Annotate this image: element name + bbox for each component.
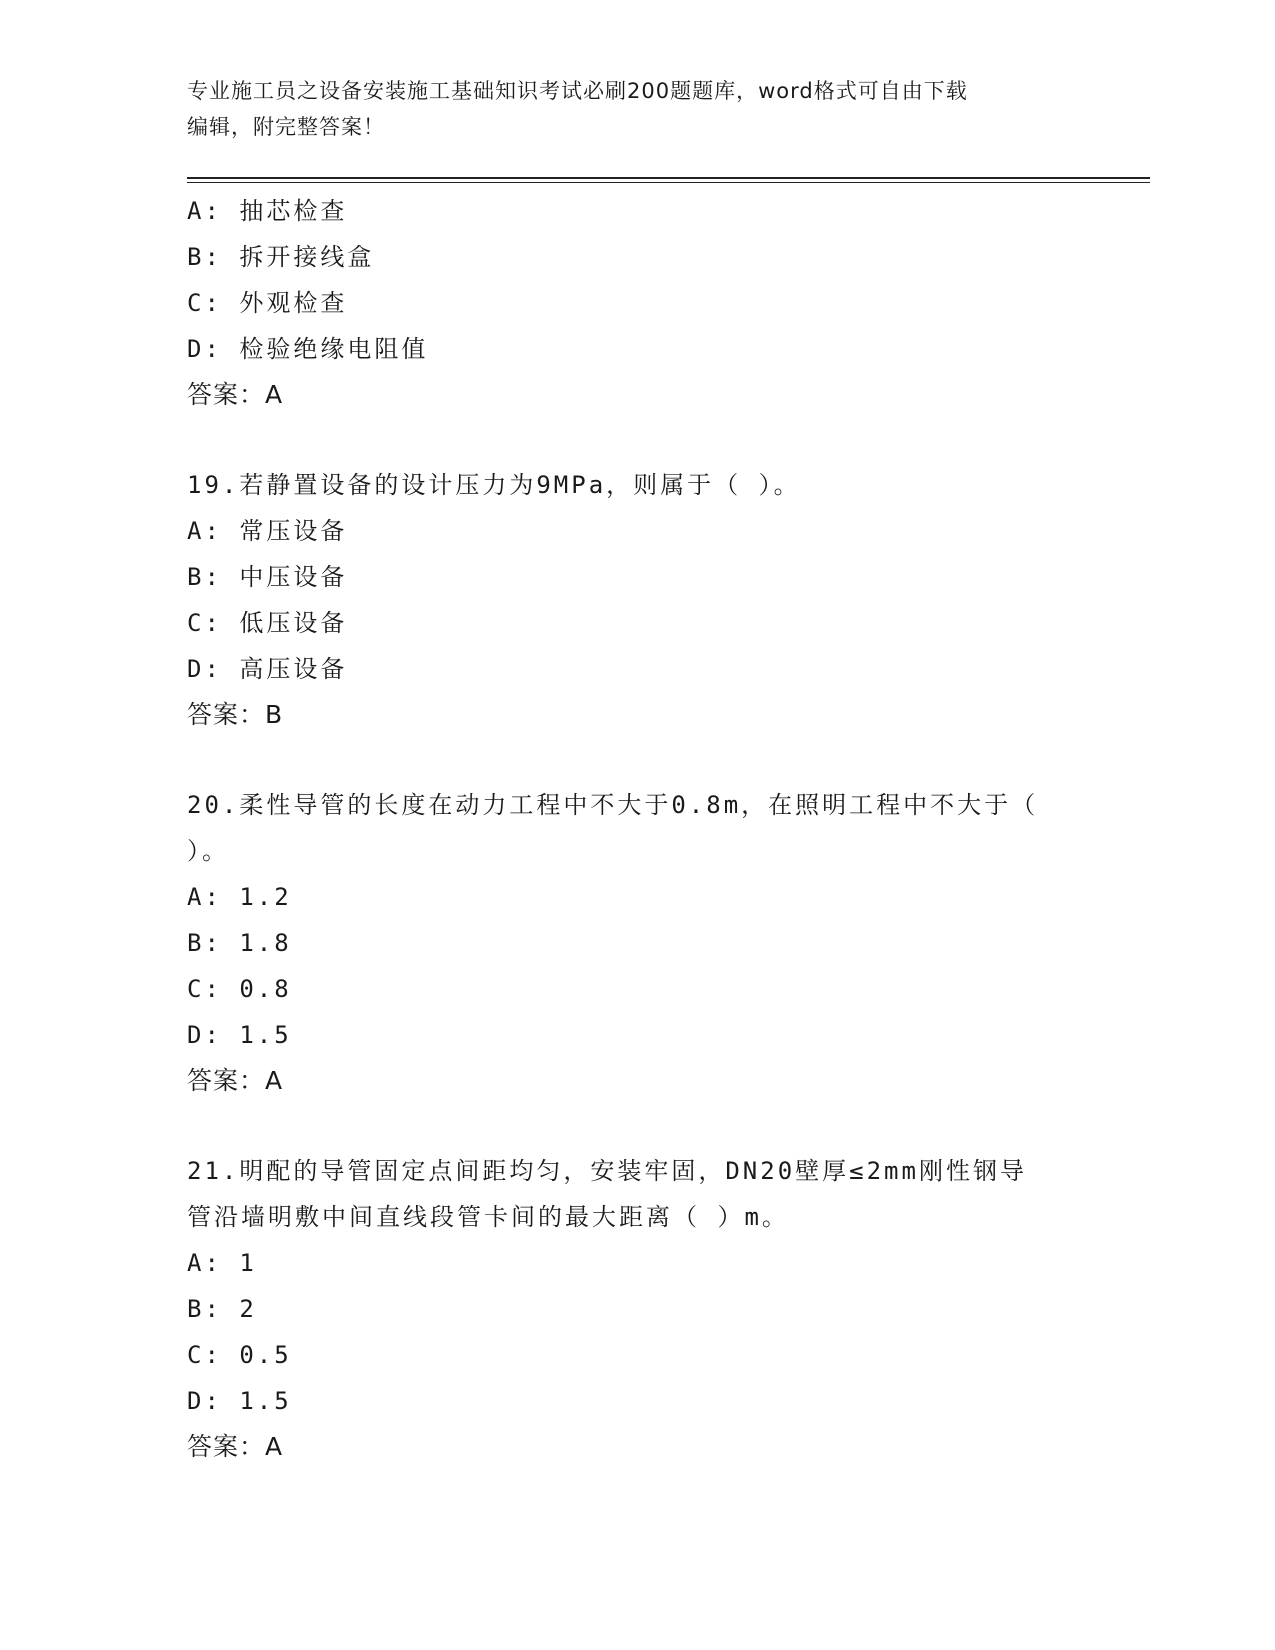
question-block-19 <box>187 462 1087 738</box>
option-c: C: 0.5 <box>187 1341 292 1369</box>
option-b: B: 2 <box>187 1295 257 1323</box>
option-b: B: 1.8 <box>187 929 292 957</box>
stem-line: ）。 <box>187 837 229 865</box>
answer-line: 答案：A <box>187 380 284 409</box>
question-block-20 <box>187 782 1087 1104</box>
question-stem <box>187 782 1087 874</box>
option-b: B: 拆开接线盒 <box>187 243 375 271</box>
question-list <box>187 188 1087 1470</box>
answer-line: 答案：B <box>187 700 284 729</box>
stem-line: 21.明配的导管固定点间距均匀，安装牢固，DN20壁厚≤2mm刚性钢导 <box>187 1157 1027 1185</box>
option-c: C: 低压设备 <box>187 609 348 637</box>
question-stem <box>187 462 1087 508</box>
option-a: A: 抽芯检查 <box>187 197 348 225</box>
stem-line: 19.若静置设备的设计压力为9MPa，则属于（ ）。 <box>187 471 801 499</box>
option-a: A: 常压设备 <box>187 517 348 545</box>
question-stem <box>187 1148 1087 1240</box>
option-b: B: 中压设备 <box>187 563 348 591</box>
header-line-2: 编辑，附完整答案！ <box>187 115 385 139</box>
option-d: D: 高压设备 <box>187 655 348 683</box>
header-divider-thick <box>187 177 1150 179</box>
option-d: D: 检验绝缘电阻值 <box>187 335 429 363</box>
option-d: D: 1.5 <box>187 1387 292 1415</box>
question-block-21 <box>187 1148 1087 1470</box>
answer-line: 答案：A <box>187 1432 284 1461</box>
question-block-18 <box>187 188 1087 418</box>
option-a: A: 1 <box>187 1249 257 1277</box>
option-d: D: 1.5 <box>187 1021 292 1049</box>
option-a: A: 1.2 <box>187 883 292 911</box>
stem-line: 管沿墙明敷中间直线段管卡间的最大距离（ ）m。 <box>187 1203 789 1231</box>
option-c: C: 外观检查 <box>187 289 348 317</box>
header-line-1: 专业施工员之设备安装施工基础知识考试必刷200题题库，word格式可自由下载 <box>187 79 968 103</box>
header-divider-thin <box>187 182 1150 183</box>
option-c: C: 0.8 <box>187 975 292 1003</box>
stem-line: 20.柔性导管的长度在动力工程中不大于0.8m，在照明工程中不大于（ <box>187 791 1039 819</box>
answer-line: 答案：A <box>187 1066 284 1095</box>
document-header <box>187 73 1087 145</box>
